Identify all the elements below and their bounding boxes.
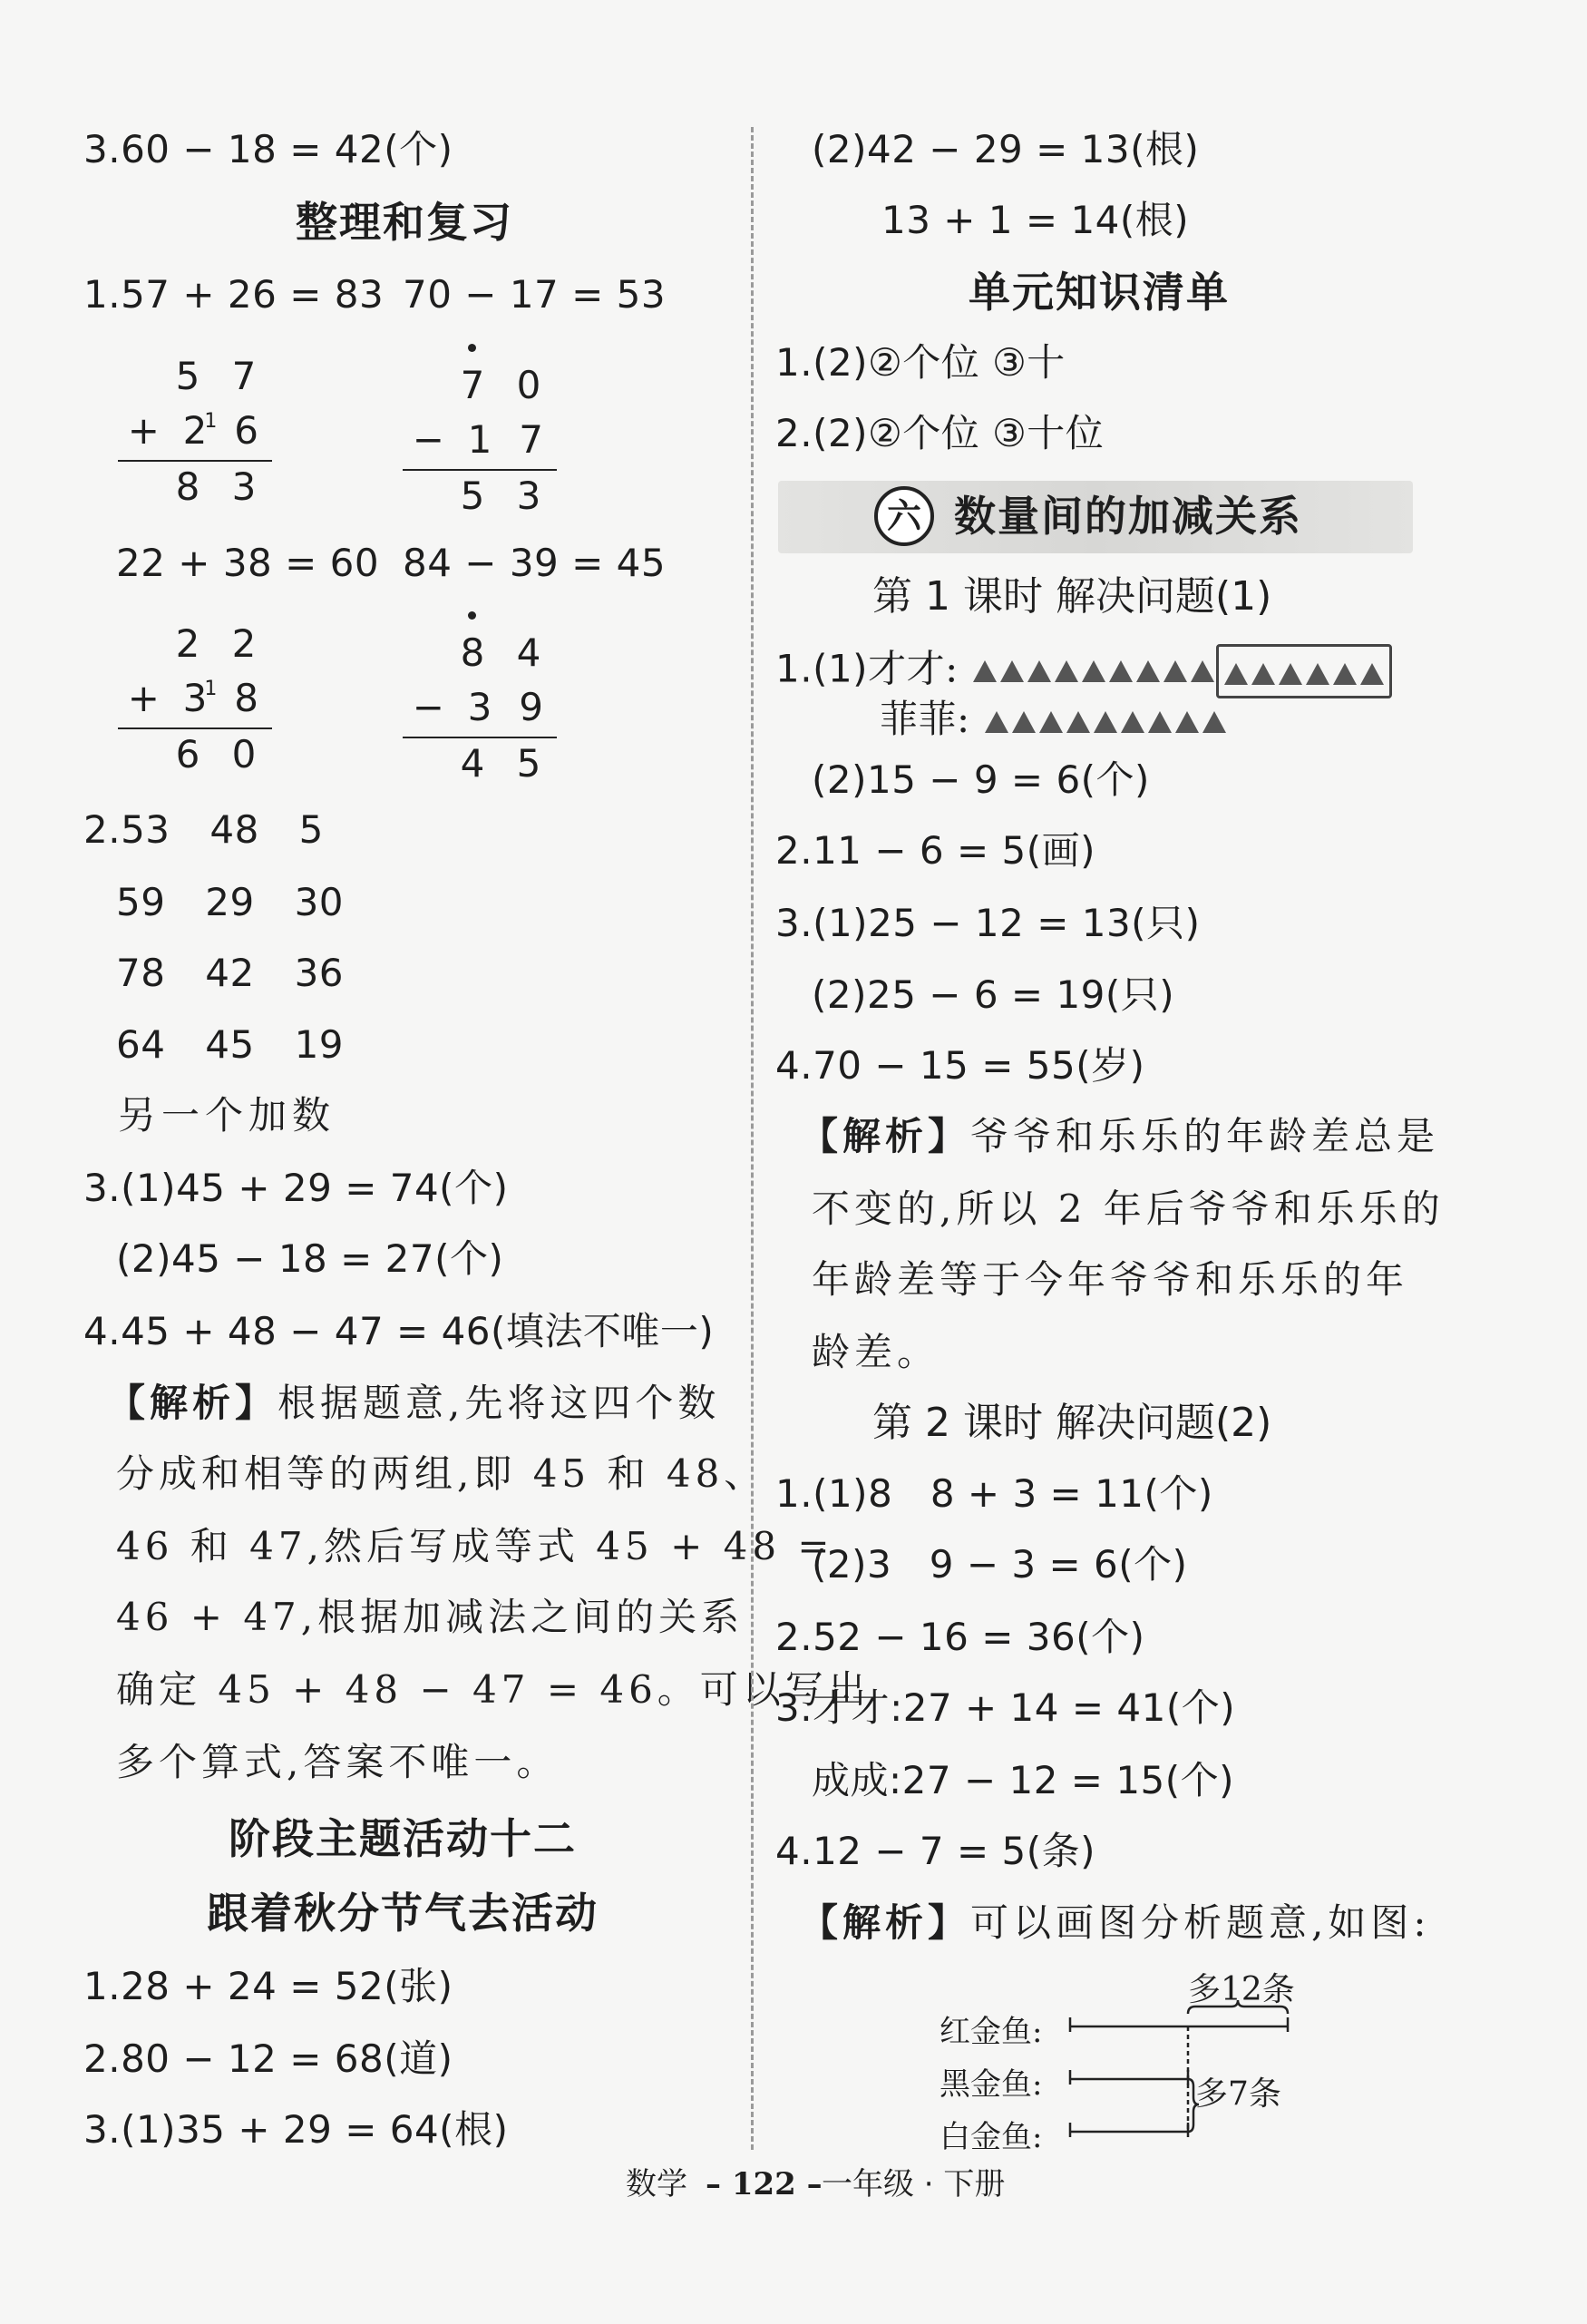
explanation-line: 【解析】爷爷和乐乐的年龄差总是	[800, 1114, 1440, 1158]
answer-line: (2)45 − 18 = 27(个)	[116, 1236, 504, 1281]
calc-line	[403, 469, 557, 471]
operator: +	[127, 408, 160, 453]
triangle-icon	[1224, 663, 1248, 685]
triangle-icon	[1279, 663, 1302, 685]
section-heading: 整理和复习	[296, 198, 513, 247]
operator: −	[412, 685, 444, 729]
unit-number-badge: 六	[874, 486, 934, 546]
triangle-icon	[973, 660, 997, 682]
answer-line: (2)3 9 − 3 = 6(个)	[812, 1542, 1188, 1587]
explanation-line: 分成和相等的两组,即 45 和 48、	[116, 1451, 767, 1496]
vertical-subtraction	[403, 358, 557, 520]
explanation-line: 确定 45 + 48 − 47 = 46。可以写出	[116, 1667, 871, 1712]
vertical-addition	[118, 617, 272, 778]
answer-note: 另一个加数	[118, 1093, 336, 1138]
answer-line: (2)42 − 29 = 13(根)	[812, 127, 1200, 171]
triangle-icon	[1121, 711, 1144, 733]
triangle-icon	[1055, 660, 1078, 682]
vertical-subtraction	[403, 626, 557, 787]
answer-line: 4.70 − 15 = 55(岁)	[775, 1043, 1145, 1088]
lesson-title: 第 2 课时 解决问题(2)	[872, 1400, 1272, 1446]
operator: −	[412, 417, 444, 462]
triangle-icon	[1012, 711, 1036, 733]
calc-line	[118, 460, 272, 462]
borrow-dot	[468, 344, 476, 352]
answer-line: 1.57 + 26 = 83	[83, 272, 385, 317]
section-heading: 跟着秋分节气去活动	[207, 1889, 599, 1938]
brace-7	[1188, 2079, 1199, 2132]
answer-line: 3.(1)35 + 29 = 64(根)	[83, 2107, 509, 2152]
digit: 7	[444, 358, 501, 413]
answer-line: (2)15 − 9 = 6(个)	[812, 757, 1150, 802]
diagram-label-red: 红金鱼:	[940, 2014, 1043, 2050]
digit: 0	[516, 363, 541, 407]
answer-line: 70 − 17 = 53	[403, 272, 667, 317]
triangle-group-box	[1216, 644, 1392, 698]
section-heading: 单元知识清单	[969, 268, 1230, 317]
digit: 4	[460, 741, 485, 786]
triangle-icon	[1000, 660, 1024, 682]
explanation-line: 不变的,所以 2 年后爷爷和乐乐的	[812, 1186, 1445, 1231]
triangle-icon	[1109, 660, 1133, 682]
explanation-line: 【解析】根据题意,先将这四个数	[107, 1381, 721, 1425]
digit: 3	[516, 474, 541, 518]
triangle-icon	[1094, 711, 1117, 733]
digit: 0	[231, 732, 257, 776]
footer-grade: 一年级 · 下册	[822, 2166, 1006, 2202]
answer-line: 22 + 38 = 60	[116, 541, 380, 585]
answer-line: 64 45 19	[116, 1022, 345, 1067]
answer-line: 2.53 48 5	[83, 807, 324, 852]
answer-line: 1.(1)8 8 + 3 = 11(个)	[775, 1471, 1213, 1516]
digit: 8	[234, 676, 259, 720]
answer-line: 成成:27 − 12 = 15(个)	[812, 1758, 1235, 1802]
answer-line: 3.(1)25 − 12 = 13(只)	[775, 901, 1201, 945]
digit: 5	[516, 741, 541, 786]
digit: 5	[175, 354, 200, 398]
explanation-tag: 【解析】	[107, 1381, 278, 1425]
answer-line: 59 29 30	[116, 880, 345, 924]
answer-line: 13 + 1 = 14(根)	[881, 198, 1190, 242]
digit: 2	[175, 621, 200, 666]
digit: 2	[231, 621, 257, 666]
triangle-icon	[1163, 660, 1187, 682]
answer-line: 2.(2)②个位 ③十位	[775, 411, 1105, 455]
answer-line	[880, 697, 1228, 742]
brace-12	[1188, 2000, 1288, 2014]
digit: 5	[460, 474, 485, 518]
answer-line: 84 − 39 = 45	[403, 541, 667, 585]
answer-line: 2.52 − 16 = 36(个)	[775, 1615, 1145, 1659]
vertical-addition	[118, 349, 272, 511]
digit: 3 1	[170, 671, 221, 726]
digit: 8	[175, 464, 200, 509]
triangle-icon	[1148, 711, 1172, 733]
triangle-icon	[1333, 663, 1357, 685]
explanation-line: 年龄差等于今年爷爷和乐乐的年	[812, 1257, 1409, 1302]
answer-line: 4.12 − 7 = 5(条)	[775, 1829, 1096, 1873]
operator: +	[127, 676, 160, 720]
column-divider	[751, 127, 754, 2150]
triangle-icon	[1027, 660, 1051, 682]
answer-line: (2)25 − 6 = 19(只)	[812, 972, 1175, 1017]
fish-comparison-diagram	[1061, 1996, 1306, 2150]
explanation-line: 多个算式,答案不唯一。	[116, 1740, 560, 1784]
digit: 2 1	[170, 404, 221, 458]
footer-subject: 数学	[626, 2166, 687, 2202]
name-label: 菲菲:	[880, 697, 970, 741]
triangle-icon	[1136, 660, 1160, 682]
answer-line: 2.11 − 6 = 5(画)	[775, 828, 1096, 873]
diagram-label-more7: 多7条	[1195, 2075, 1281, 2113]
calc-line	[403, 737, 557, 738]
answer-line: 1.28 + 24 = 52(张)	[83, 1964, 453, 2008]
lesson-title: 第 1 课时 解决问题(1)	[872, 573, 1272, 620]
page-number: – 122 –	[706, 2166, 823, 2202]
digit: 1	[467, 417, 492, 462]
explanation-line: 46 和 47,然后写成等式 45 + 48 =	[116, 1524, 834, 1568]
answer-line: 3.60 − 18 = 42(个)	[83, 127, 453, 171]
triangle-icon	[1191, 660, 1214, 682]
unit-title: 数量间的加减关系	[954, 492, 1302, 541]
answer-line: 3.(1)45 + 29 = 74(个)	[83, 1166, 509, 1210]
triangle-icon	[1039, 711, 1063, 733]
answer-line: 2.80 − 12 = 68(道)	[83, 2036, 453, 2081]
triangle-icon	[1306, 663, 1329, 685]
diagram-label-black: 黑金鱼:	[940, 2066, 1043, 2103]
digit: 4	[516, 630, 541, 675]
digit: 3	[467, 685, 492, 729]
calc-line	[118, 727, 272, 729]
explanation-line: 46 + 47,根据加减法之间的关系	[116, 1595, 745, 1639]
triangle-icon	[1202, 711, 1226, 733]
digit: 3	[231, 464, 257, 509]
explanation-tag: 【解析】	[800, 1114, 971, 1158]
carry-mark: 1	[204, 410, 218, 433]
digit: 6	[175, 732, 200, 776]
answer-line: 3.才才:27 + 14 = 41(个)	[775, 1685, 1236, 1730]
explanation-line: 【解析】可以画图分析题意,如图:	[800, 1900, 1431, 1945]
answer-line: 1.(2)②个位 ③十	[775, 340, 1066, 385]
name-label: 才才:	[868, 646, 959, 691]
digit: 6	[234, 408, 259, 453]
digit: 9	[519, 685, 544, 729]
borrow-dot	[468, 611, 476, 620]
triangle-row	[983, 697, 1228, 741]
triangle-row	[971, 647, 1392, 691]
triangle-icon	[1251, 663, 1275, 685]
explanation-tag: 【解析】	[800, 1900, 971, 1945]
triangle-icon	[1082, 660, 1105, 682]
digit: 7	[231, 354, 257, 398]
triangle-icon	[985, 711, 1008, 733]
triangle-icon	[1360, 663, 1384, 685]
explanation-line: 龄差。	[812, 1330, 940, 1374]
section-heading: 阶段主题活动十二	[229, 1814, 577, 1863]
answer-line: 1.(1)才才:	[775, 644, 1392, 698]
answer-line: 4.45 + 48 − 47 = 46(填法不唯一)	[83, 1309, 715, 1353]
diagram-label-white: 白金鱼:	[940, 2119, 1043, 2155]
digit: 7	[519, 417, 544, 462]
carry-mark: 1	[204, 678, 218, 700]
digit: 8	[444, 626, 501, 680]
answer-line: 78 42 36	[116, 951, 345, 995]
triangle-icon	[1066, 711, 1090, 733]
triangle-icon	[1175, 711, 1199, 733]
diagram-label-more12: 多12条	[1188, 1971, 1295, 2008]
